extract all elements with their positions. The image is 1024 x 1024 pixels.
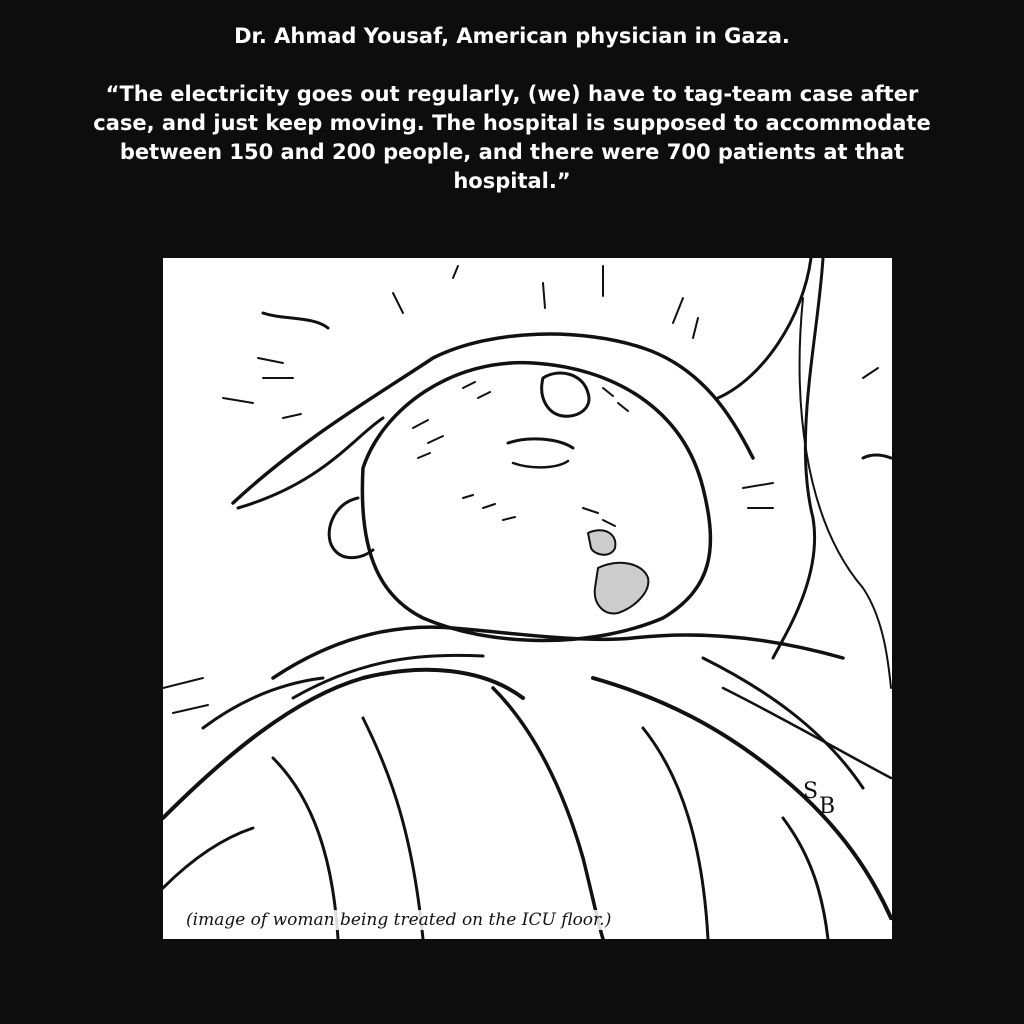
artist-signature: S [803,779,819,804]
patient-illustration [163,258,892,939]
header [0,22,1024,196]
artist-signature-b: B [819,794,836,819]
image-caption: (image of woman being treated on the ICU floor.) [186,910,612,930]
quote-text: “The electricity goes out regularly, (we) have to tag-team case after case, and just keep moving. The hospital is supposed to accommodate between 150 and 200 people, and there were 700 patients at that hospital.” [93,82,931,193]
page-title: Dr. Ahmad Yousaf, American physician in Gaza. [234,24,790,48]
illustration-panel [163,258,892,939]
